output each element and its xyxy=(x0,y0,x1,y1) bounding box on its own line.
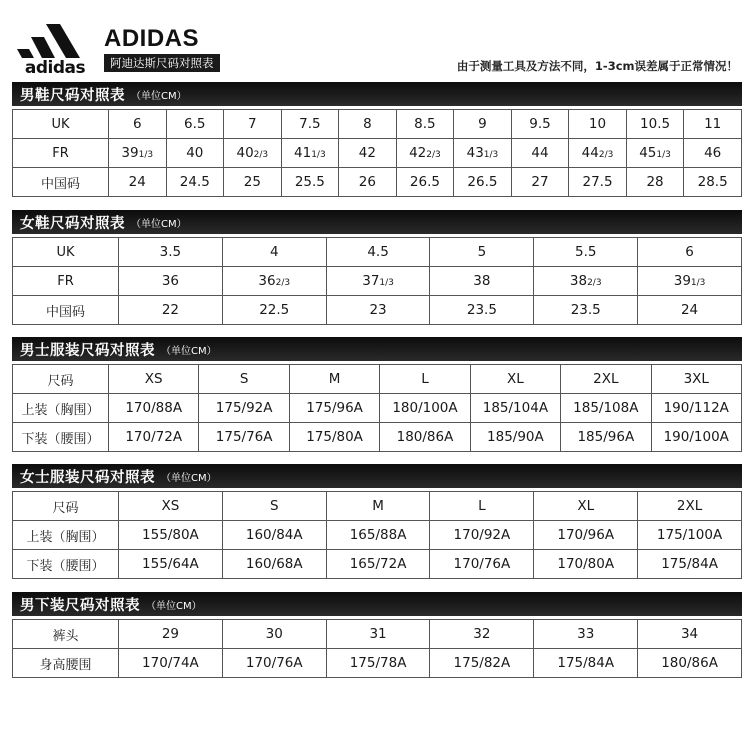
table-cell xyxy=(224,110,282,139)
table-cell xyxy=(326,649,430,678)
table-cell xyxy=(396,110,454,139)
cell-value: 175/82A xyxy=(453,655,511,671)
cell-value: 23.5 xyxy=(570,302,601,318)
cell-value: 8 xyxy=(363,116,372,132)
table-cell xyxy=(222,649,326,678)
table-cell xyxy=(561,423,651,452)
cell-value: 42 xyxy=(358,145,376,161)
cell-value: 36 xyxy=(161,273,179,289)
header xyxy=(12,14,742,84)
size-table xyxy=(12,237,742,325)
section-header xyxy=(12,337,742,361)
size-section xyxy=(12,464,742,579)
brand-title: ADIDAS xyxy=(104,25,200,52)
row-label: UK xyxy=(13,110,109,139)
table-row xyxy=(13,139,742,168)
table-cell xyxy=(339,168,397,197)
row-label: 上装（胸围） xyxy=(13,394,109,423)
row-label: 上装（胸围） xyxy=(13,521,119,550)
section-header xyxy=(12,592,742,616)
table-cell xyxy=(224,139,282,168)
cell-value: 33 xyxy=(577,626,595,642)
cell-value: 29 xyxy=(161,626,179,642)
table-cell xyxy=(430,649,534,678)
cell-value: 44 xyxy=(581,145,599,161)
table-row xyxy=(13,521,742,550)
size-table xyxy=(12,109,742,197)
cell-value: 22 xyxy=(161,302,179,318)
section-title: 女士服装尺码对照表 xyxy=(20,469,155,486)
table-cell xyxy=(684,139,742,168)
table-cell xyxy=(289,423,379,452)
cell-value: 7 xyxy=(248,116,257,132)
table-cell xyxy=(224,168,282,197)
cell-value: 28 xyxy=(646,174,664,190)
cell-value: 36 xyxy=(258,273,276,289)
brand-block xyxy=(104,26,220,72)
cell-value: 6.5 xyxy=(184,116,206,132)
cell-value: 27.5 xyxy=(582,174,613,190)
cell-fraction: 2/3 xyxy=(253,150,269,160)
table-cell xyxy=(166,110,224,139)
cell-fraction: 1/3 xyxy=(656,150,671,160)
table-cell xyxy=(166,139,224,168)
cell-value: 38 xyxy=(569,273,588,289)
table-cell xyxy=(430,620,534,649)
table-cell xyxy=(684,168,742,197)
table-cell xyxy=(119,492,223,521)
table-cell xyxy=(222,238,326,267)
cell-value: 27 xyxy=(531,174,549,190)
cell-value: 175/100A xyxy=(656,527,723,543)
cell-value: 42 xyxy=(409,145,427,161)
cell-value: 2XL xyxy=(676,498,703,514)
table-cell xyxy=(651,394,741,423)
table-row xyxy=(13,649,742,678)
cell-value: 26 xyxy=(358,174,376,190)
table-cell xyxy=(638,550,742,579)
cell-value: 26.5 xyxy=(409,174,440,190)
cell-value: 44 xyxy=(531,145,549,161)
cell-value: 180/100A xyxy=(392,400,458,416)
cell-value: 10.5 xyxy=(640,116,671,132)
cell-value: 170/76A xyxy=(453,556,511,572)
table-cell xyxy=(326,620,430,649)
logo-wordmark: adidas xyxy=(24,58,86,78)
cell-value: 6 xyxy=(685,244,694,260)
table-row xyxy=(13,492,742,521)
cell-value: 10 xyxy=(588,116,607,132)
table-cell xyxy=(119,296,223,325)
cell-value: M xyxy=(328,371,341,387)
table-cell xyxy=(119,521,223,550)
cell-fraction: 1/3 xyxy=(690,278,706,288)
cell-value: 190/100A xyxy=(663,429,729,445)
row-label: 裤头 xyxy=(13,620,119,649)
cell-value: XL xyxy=(577,498,595,514)
cell-value: 5.5 xyxy=(574,244,597,260)
table-cell xyxy=(326,238,430,267)
table-cell xyxy=(511,110,569,139)
table-cell xyxy=(289,394,379,423)
row-label: 尺码 xyxy=(13,492,119,521)
section-header xyxy=(12,464,742,488)
cell-value: 45 xyxy=(639,145,657,161)
cell-value: 34 xyxy=(680,626,699,642)
cell-value: 170/80A xyxy=(557,556,615,572)
section-header xyxy=(12,210,742,234)
cell-value: 170/76A xyxy=(245,655,303,671)
row-label: FR xyxy=(13,139,109,168)
row-label: 尺码 xyxy=(13,365,109,394)
cell-value: 170/72A xyxy=(125,429,183,445)
row-label: 中国码 xyxy=(13,168,109,197)
cell-value: 39 xyxy=(673,273,691,289)
table-cell xyxy=(534,296,638,325)
cell-value: 185/104A xyxy=(482,400,549,416)
table-cell xyxy=(222,267,326,296)
cell-value: 180/86A xyxy=(396,429,454,445)
size-section xyxy=(12,210,742,325)
section-title: 女鞋尺码对照表 xyxy=(20,215,125,232)
cell-value: 175/76A xyxy=(215,429,273,445)
cell-value: S xyxy=(269,498,279,514)
cell-value: 175/92A xyxy=(215,400,273,416)
cell-value: 11 xyxy=(704,116,722,132)
cell-fraction: 2/3 xyxy=(275,278,291,288)
size-table xyxy=(12,491,742,579)
table-cell xyxy=(326,267,430,296)
cell-value: 32 xyxy=(473,626,491,642)
table-cell xyxy=(222,492,326,521)
table-cell xyxy=(119,267,223,296)
cell-value: M xyxy=(372,498,384,514)
cell-value: 175/78A xyxy=(349,655,407,671)
table-cell xyxy=(470,423,560,452)
cell-value: 180/86A xyxy=(661,655,718,671)
cell-value: 185/108A xyxy=(573,400,639,416)
cell-value: 185/96A xyxy=(577,429,635,445)
cell-value: 9.5 xyxy=(529,116,551,132)
table-cell xyxy=(380,423,470,452)
table-cell xyxy=(109,139,167,168)
cell-value: 28.5 xyxy=(697,174,728,190)
row-label: 中国码 xyxy=(13,296,119,325)
cell-value: 4 xyxy=(269,244,279,260)
cell-value: 9 xyxy=(478,116,487,132)
table-cell xyxy=(561,365,651,394)
table-cell xyxy=(339,139,397,168)
cell-value: L xyxy=(421,371,429,387)
table-row xyxy=(13,296,742,325)
table-cell xyxy=(569,110,627,139)
brand-subtitle: 阿迪达斯尺码对照表 xyxy=(104,54,220,72)
table-cell xyxy=(430,492,534,521)
table-cell xyxy=(281,168,339,197)
table-cell xyxy=(430,521,534,550)
cell-fraction: 2/3 xyxy=(426,150,441,160)
cell-value: S xyxy=(239,371,249,387)
table-cell xyxy=(199,423,289,452)
cell-value: 5 xyxy=(477,244,487,260)
size-section xyxy=(12,337,742,452)
section-unit: （单位CM） xyxy=(146,600,202,612)
size-section xyxy=(12,82,742,197)
table-cell xyxy=(534,649,638,678)
table-cell xyxy=(638,267,742,296)
table-row xyxy=(13,394,742,423)
cell-value: 3XL xyxy=(683,371,709,387)
cell-value: 175/96A xyxy=(306,400,363,416)
table-cell xyxy=(430,550,534,579)
table-cell xyxy=(534,521,638,550)
section-title: 男士服装尺码对照表 xyxy=(20,342,155,359)
cell-value: L xyxy=(478,498,486,514)
cell-fraction: 1/3 xyxy=(483,150,499,160)
cell-fraction: 1/3 xyxy=(379,278,394,288)
cell-value: 170/96A xyxy=(557,527,615,543)
table-cell xyxy=(109,365,199,394)
section-title: 男下装尺码对照表 xyxy=(20,597,140,614)
table-cell xyxy=(119,550,223,579)
cell-value: 155/64A xyxy=(142,556,199,572)
cell-value: 2XL xyxy=(593,371,619,387)
cell-value: 31 xyxy=(369,626,387,642)
cell-value: 40 xyxy=(186,145,204,161)
table-cell xyxy=(119,620,223,649)
cell-fraction: 2/3 xyxy=(598,150,614,160)
cell-value: 24 xyxy=(128,174,146,190)
cell-value: 24.5 xyxy=(179,174,210,190)
row-label: UK xyxy=(13,238,119,267)
size-table xyxy=(12,364,742,452)
section-unit: （单位CM） xyxy=(161,472,217,484)
table-row xyxy=(13,168,742,197)
cell-value: 23 xyxy=(369,302,387,318)
table-cell xyxy=(281,110,339,139)
table-row xyxy=(13,423,742,452)
table-cell xyxy=(430,238,534,267)
table-cell xyxy=(199,394,289,423)
cell-value: 170/92A xyxy=(453,527,511,543)
cell-value: 175/84A xyxy=(661,556,718,572)
table-row xyxy=(13,110,742,139)
table-cell xyxy=(109,423,199,452)
table-cell xyxy=(199,365,289,394)
table-cell xyxy=(651,365,741,394)
table-cell xyxy=(470,394,560,423)
cell-value: 22.5 xyxy=(259,302,290,318)
table-cell xyxy=(638,238,742,267)
table-row xyxy=(13,365,742,394)
cell-value: 170/88A xyxy=(125,400,183,416)
cell-value: 190/112A xyxy=(663,400,729,416)
row-label: 下装（腰围） xyxy=(13,423,109,452)
table-cell xyxy=(626,168,684,197)
cell-value: 165/72A xyxy=(349,556,407,572)
table-cell xyxy=(222,620,326,649)
cell-value: 37 xyxy=(362,273,380,289)
table-row xyxy=(13,238,742,267)
table-cell xyxy=(454,110,512,139)
table-cell xyxy=(119,238,223,267)
section-unit: （单位CM） xyxy=(131,90,187,102)
section-title: 男鞋尺码对照表 xyxy=(20,87,125,104)
table-cell xyxy=(638,296,742,325)
table-cell xyxy=(326,550,430,579)
section-header xyxy=(12,82,742,106)
cell-value: 185/90A xyxy=(487,429,544,445)
table-row xyxy=(13,267,742,296)
table-cell xyxy=(326,492,430,521)
table-cell xyxy=(470,365,560,394)
table-cell xyxy=(638,492,742,521)
adidas-logo xyxy=(16,20,94,82)
table-cell xyxy=(569,139,627,168)
size-table xyxy=(12,619,742,678)
table-cell xyxy=(651,423,741,452)
table-cell xyxy=(684,110,742,139)
table-cell xyxy=(638,649,742,678)
table-cell xyxy=(454,168,512,197)
table-cell xyxy=(281,139,339,168)
cell-value: 175/80A xyxy=(306,429,363,445)
cell-value: 175/84A xyxy=(557,655,615,671)
cell-value: 41 xyxy=(294,145,312,161)
cell-value: 160/68A xyxy=(245,556,303,572)
table-cell xyxy=(339,110,397,139)
cell-value: 23.5 xyxy=(466,302,497,318)
cell-value: XS xyxy=(144,371,163,387)
table-cell xyxy=(534,492,638,521)
cell-value: 6 xyxy=(132,116,142,132)
table-cell xyxy=(222,521,326,550)
table-cell xyxy=(119,649,223,678)
cell-value: 24 xyxy=(680,302,699,318)
cell-value: 7.5 xyxy=(299,116,321,132)
table-cell xyxy=(430,267,534,296)
measurement-note: 由于测量工具及方法不同，1-3cm误差属于正常情况！ xyxy=(456,59,738,73)
section-unit: （单位CM） xyxy=(161,345,217,357)
table-cell xyxy=(380,365,470,394)
table-cell xyxy=(534,550,638,579)
table-cell xyxy=(289,365,379,394)
cell-value: 39 xyxy=(121,145,139,161)
cell-fraction: 1/3 xyxy=(138,150,154,160)
table-cell xyxy=(534,238,638,267)
cell-value: 26.5 xyxy=(467,174,498,190)
table-cell xyxy=(569,168,627,197)
row-label: FR xyxy=(13,267,119,296)
table-cell xyxy=(534,620,638,649)
table-cell xyxy=(396,139,454,168)
table-cell xyxy=(380,394,470,423)
table-cell xyxy=(430,296,534,325)
table-row xyxy=(13,550,742,579)
table-cell xyxy=(638,620,742,649)
cell-value: 25 xyxy=(243,174,261,190)
cell-fraction: 1/3 xyxy=(311,150,326,160)
row-label: 身高腰围 xyxy=(13,649,119,678)
cell-value: XS xyxy=(161,498,180,514)
table-cell xyxy=(326,521,430,550)
size-section xyxy=(12,592,742,678)
cell-value: 155/80A xyxy=(142,527,199,543)
table-cell xyxy=(326,296,430,325)
cell-value: 30 xyxy=(265,626,283,642)
cell-value: 160/84A xyxy=(245,527,303,543)
table-cell xyxy=(222,296,326,325)
table-cell xyxy=(109,394,199,423)
table-cell xyxy=(109,168,167,197)
table-cell xyxy=(638,521,742,550)
cell-value: 46 xyxy=(704,145,722,161)
table-cell xyxy=(109,110,167,139)
cell-value: 38 xyxy=(473,273,491,289)
table-row xyxy=(13,620,742,649)
cell-value: 4.5 xyxy=(367,244,389,260)
cell-value: 8.5 xyxy=(414,116,436,132)
section-unit: （单位CM） xyxy=(131,218,187,230)
table-cell xyxy=(396,168,454,197)
cell-value: 170/74A xyxy=(142,655,199,671)
cell-value: 40 xyxy=(236,145,254,161)
row-label: 下装（腰围） xyxy=(13,550,119,579)
table-cell xyxy=(626,110,684,139)
cell-value: 43 xyxy=(466,145,484,161)
table-cell xyxy=(534,267,638,296)
table-cell xyxy=(561,394,651,423)
cell-value: 3.5 xyxy=(159,244,182,260)
cell-value: XL xyxy=(507,371,524,387)
cell-fraction: 2/3 xyxy=(587,278,602,288)
table-cell xyxy=(222,550,326,579)
three-stripes-icon xyxy=(16,20,94,60)
table-cell xyxy=(511,139,569,168)
table-cell xyxy=(454,139,512,168)
table-cell xyxy=(626,139,684,168)
table-cell xyxy=(511,168,569,197)
table-cell xyxy=(166,168,224,197)
cell-value: 165/88A xyxy=(349,527,407,543)
cell-value: 25.5 xyxy=(294,174,325,190)
